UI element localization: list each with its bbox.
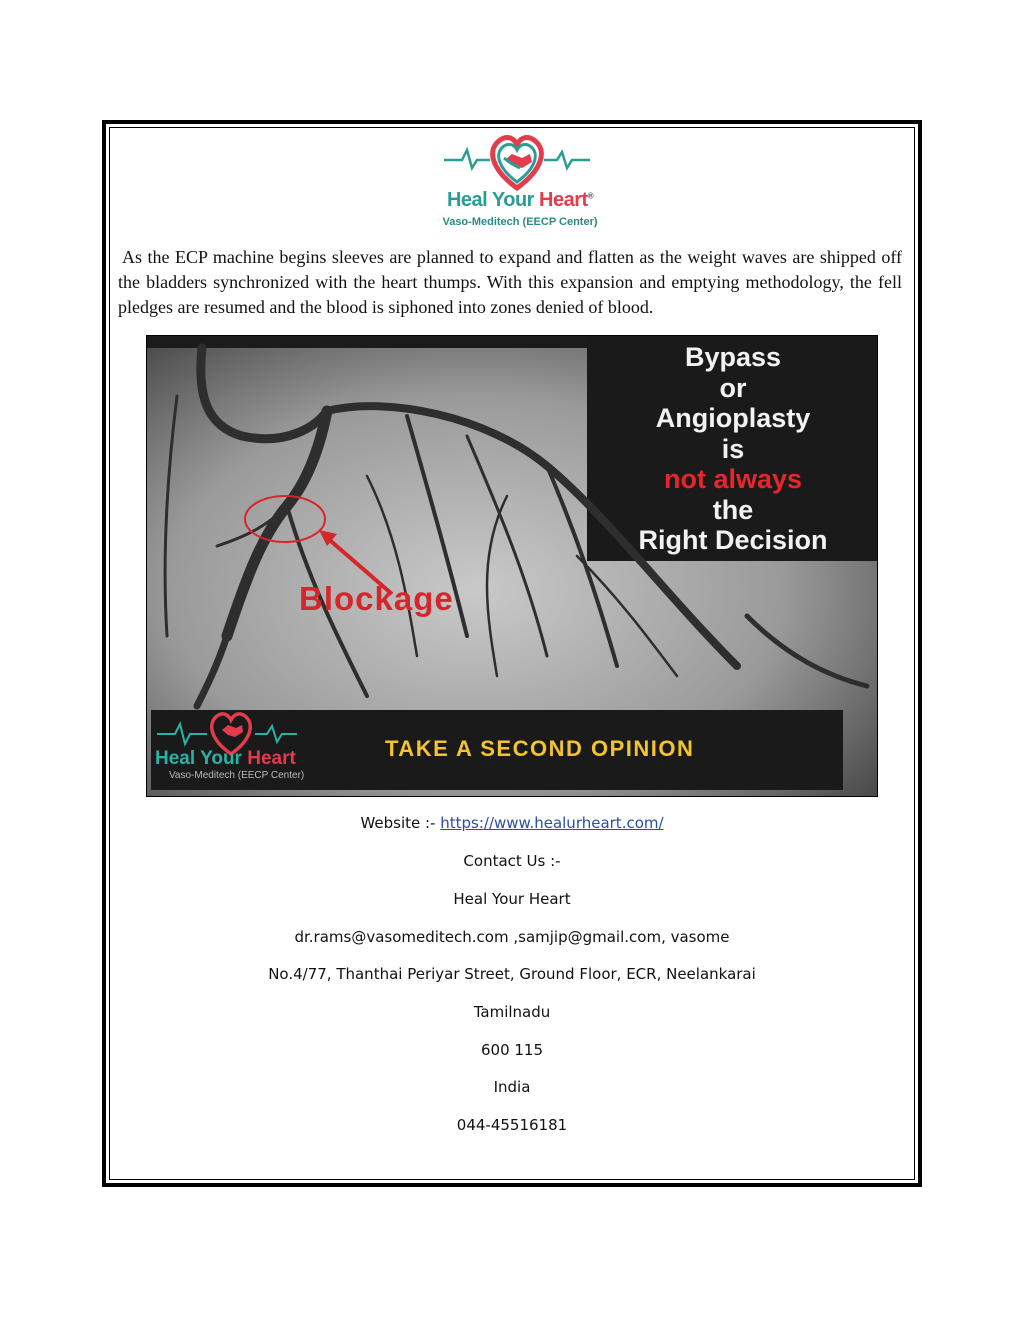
banner-logo-word-1: Heal Your (155, 748, 242, 769)
phone-number: 044-45516181 (456, 1116, 568, 1134)
banner-logo-word-2: Heart (247, 748, 296, 769)
logo-wordmark (430, 189, 610, 212)
hero-line-4: is (721, 433, 745, 464)
logo-word-2: Heart (539, 189, 588, 211)
hero-line-7: Right Decision (638, 525, 828, 555)
email-addresses: dr.rams@vasomeditech.com ,samjip@gmail.com, vasome (294, 928, 730, 946)
state: Tamilnadu (473, 1003, 551, 1021)
hero-line-5: not always (663, 464, 803, 494)
pincode: 600 115 (480, 1041, 544, 1059)
angiogram-banner-image (146, 335, 878, 797)
blockage-label: Blockage (299, 580, 454, 617)
country: India (493, 1078, 531, 1096)
logo-tagline: Vaso-Meditech (EECP Center) (442, 216, 598, 228)
hero-line-6: the (712, 494, 754, 525)
body-paragraph: As the ECP machine begins sleeves are planned to expand and flatten as the weight waves are shipped off the bladders synchronized with the heart thumps. With this expansion and emptying methodology, the fell pledges are resumed and the blood is siphoned into zones denied of blood. (118, 247, 902, 317)
website-label: Website :- (360, 814, 441, 832)
hero-headline (587, 336, 878, 556)
logo-word-1: Heal Your (446, 189, 534, 211)
banner-logo-wordmark (155, 748, 296, 770)
website-line (110, 814, 914, 832)
hero-line-2: or (719, 372, 747, 403)
banner-logo-tagline: Vaso-Meditech (EECP Center) (169, 770, 305, 781)
second-opinion-cta: TAKE A SECOND OPINION (385, 736, 695, 761)
registered-mark: ® (587, 191, 594, 201)
hero-line-1: Bypass (684, 342, 782, 372)
business-name: Heal Your Heart (453, 890, 571, 908)
website-link[interactable]: https://www.healurheart.com/ (440, 814, 664, 832)
contact-heading: Contact Us :- (463, 852, 561, 870)
hero-line-3: Angioplasty (655, 403, 811, 433)
street-address: No.4/77, Thanthai Periyar Street, Ground Floor, ECR, Neelankarai (268, 965, 756, 983)
